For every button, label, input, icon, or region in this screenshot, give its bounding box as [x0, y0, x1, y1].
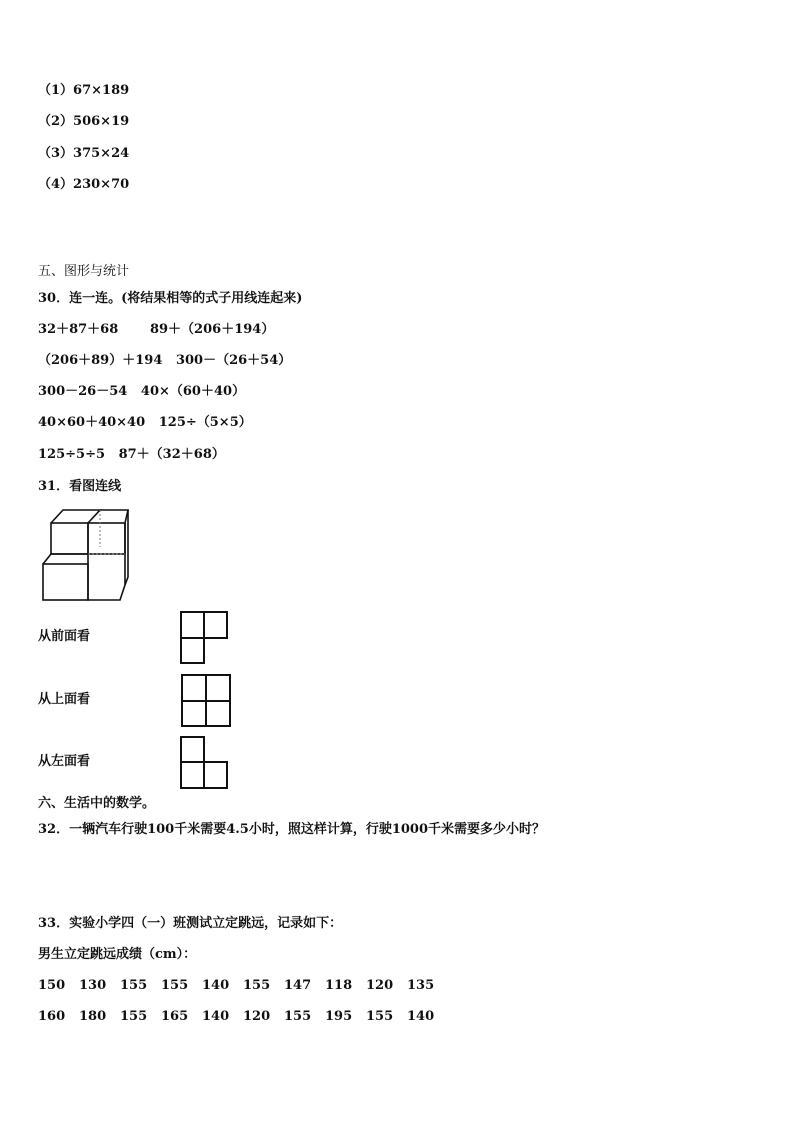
q30-row-1 — [38, 321, 274, 339]
q33-title: 33．实验小学四（一）班测试立定跳远，记录如下： — [38, 916, 343, 931]
q30-left-2: （206＋89）＋194 — [38, 353, 163, 368]
q33-r1-c7: 147 — [284, 978, 312, 993]
q30-row-2 — [38, 352, 291, 370]
q31-title: 31．看图连线 — [38, 479, 122, 494]
q30-left-1: 32＋87＋68 — [38, 322, 119, 337]
q30-row-3 — [38, 383, 245, 401]
q33-r2-c6: 120 — [243, 1009, 271, 1024]
q30-right-4: 125÷（5×5） — [158, 415, 252, 430]
q30-title: 30．连一连。(将结果相等的式子用线连起来) — [38, 291, 303, 306]
q33-r2-c2: 180 — [79, 1009, 107, 1024]
q33-r2-c3: 155 — [120, 1009, 148, 1024]
q33-r1-c3: 155 — [120, 978, 148, 993]
q30-right-3: 40×（60＋40） — [140, 384, 246, 399]
q33-r2-c8: 195 — [325, 1009, 353, 1024]
q29-item-3: （3）375×24 — [38, 146, 130, 161]
front-view-figure — [180, 611, 230, 665]
q30-row-5 — [38, 446, 225, 464]
q33-r1-c5: 140 — [202, 978, 230, 993]
q33-r1-c1: 150 — [38, 978, 66, 993]
q29-item-2: （2）506×19 — [38, 114, 130, 129]
cube-stack-figure — [38, 505, 133, 605]
q33-subtitle: 男生立定跳远成绩（cm）： — [38, 947, 197, 962]
q33-r2-c7: 155 — [284, 1009, 312, 1024]
section6-title: 六、生活中的数学。 — [38, 796, 156, 811]
q33-r1-c9: 120 — [366, 978, 394, 993]
q33-r2-c1: 160 — [38, 1009, 66, 1024]
q33-r1-c8: 118 — [325, 978, 353, 993]
q30-right-5: 87＋（32＋68） — [118, 447, 225, 462]
q33-r1-c4: 155 — [161, 978, 189, 993]
q33-r1-c6: 155 — [243, 978, 271, 993]
q33-r2-c4: 165 — [161, 1009, 189, 1024]
q30-left-5: 125÷5÷5 — [38, 447, 106, 462]
q29-item-4: （4）230×70 — [38, 177, 130, 192]
q30-left-3: 300－26－54 — [38, 384, 128, 399]
q33-r2-c9: 155 — [366, 1009, 394, 1024]
q33-data-row-2 — [38, 1008, 448, 1026]
view-label-front: 从前面看 — [38, 629, 91, 644]
q33-r2-c5: 140 — [202, 1009, 230, 1024]
q29-item-1: （1）67×189 — [38, 83, 130, 98]
q33-r2-c10: 140 — [407, 1009, 435, 1024]
view-label-top: 从上面看 — [38, 692, 91, 707]
left-view-figure — [180, 736, 230, 790]
top-view-figure — [180, 673, 232, 728]
q30-right-1: 89＋（206＋194） — [149, 322, 275, 337]
q30-left-4: 40×60＋40×40 — [38, 415, 146, 430]
q33-r1-c2: 130 — [79, 978, 107, 993]
q33-r1-c10: 135 — [407, 978, 435, 993]
q32-text: 32．一辆汽车行驶100千米需要4.5小时，照这样计算，行驶1000千米需要多少小时？ — [38, 822, 546, 837]
q33-data-row-1 — [38, 977, 448, 995]
section5-title: 五、图形与统计 — [38, 264, 130, 279]
q30-row-4 — [38, 414, 252, 432]
view-label-left: 从左面看 — [38, 754, 91, 769]
q30-right-2: 300－（26＋54） — [175, 353, 292, 368]
